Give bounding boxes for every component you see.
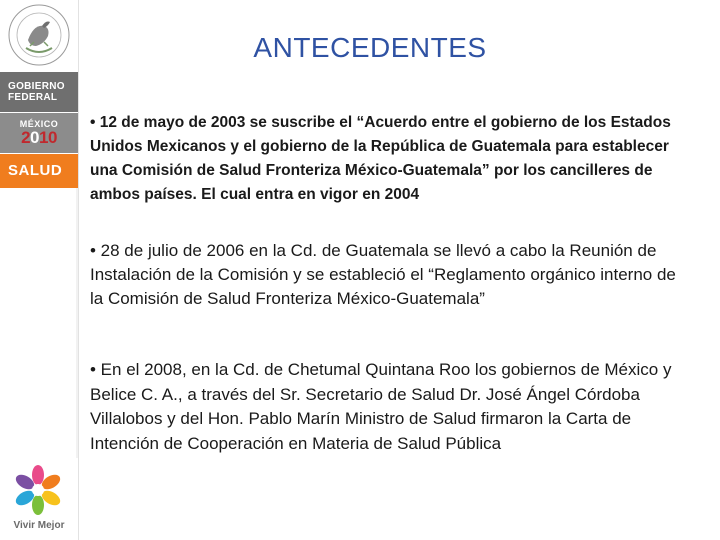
bullet-2006-installation: • 28 de julio de 2006 en la Cd. de Guatemala se llevó a cabo la Reunión de Instalación de la Comisión y se estableció el “Reglamento orgánico interno de la Comisión de Salud Fronteriza México-Guatemala” [90, 241, 676, 308]
sidebar-decoration [0, 188, 78, 458]
slide-title: ANTECEDENTES [253, 32, 487, 63]
bullet-2003-agreement: • 12 de mayo de 2003 se suscribe el “Acuerdo entre el gobierno de los Estados Unidos Mexicanos y el gobierno de la República de Guatemala para establecer una Comisión de Salud Fronteriza México-Guatemala” por los cancilleres de ambos países. El cual entra en vigor en 2004 [90, 114, 671, 203]
gobierno-federal-logo [0, 72, 78, 112]
mexico-coat-of-arms-icon [4, 2, 74, 68]
year-digit-2: 2 [21, 128, 31, 147]
year-2010-label [0, 129, 78, 147]
vivir-mejor-flower-icon [6, 462, 70, 518]
sidebar [0, 0, 79, 540]
federal-label: FEDERAL [8, 92, 58, 103]
bullet-2008-belice: • En el 2008, en la Cd. de Chetumal Quintana Roo los gobiernos de México y Belice C. A., a través del Sr. Secretario de Salud Dr. José Ángel Córdoba Villalobos y del Hon. Pablo Marín Ministro de Salud firmaron la Carta de Intención de Cooperación en Materia de Salud Pública [90, 360, 672, 453]
year-digits-10: 10 [39, 128, 57, 147]
gobierno-label: GOBIERNO [8, 81, 65, 92]
year-digit-0: 0 [30, 128, 39, 147]
mexico-label: MÉXICO [19, 119, 59, 129]
vivir-mejor-label: Vivir Mejor [13, 520, 65, 531]
mexico-2010-logo [0, 113, 78, 153]
salud-logo: SALUD [0, 154, 78, 188]
